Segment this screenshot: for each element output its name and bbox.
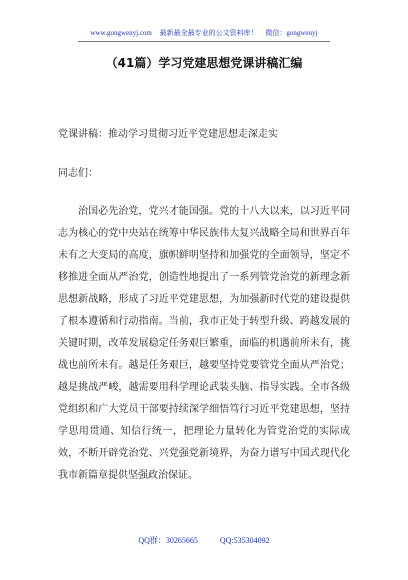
salutation: 同志们： [58, 168, 98, 179]
header-slogan: 最新最全最专业的公文资料库！ [159, 29, 258, 37]
footer-qq-group: QQ群：30265665 [138, 536, 198, 545]
footer-qq: QQ:535304092 [219, 536, 270, 545]
header-divider [78, 41, 330, 42]
document-subtitle: 党课讲稿：推动学习贯彻习近平党建思想走深走实 [58, 129, 278, 140]
header-wechat: 微信：gongwenyj [265, 29, 318, 37]
document-title: （41篇）学习党建思想党课讲稿汇编 [105, 56, 303, 70]
page-footer [0, 535, 408, 546]
body-paragraph: 治国必先治党，党兴才能国强。党的十八大以来，以习近平同志为核心的党中央站在统筹中华民族伟大复兴战略全局和世界百年未有之大变局的高度，旗帜鲜明坚持和加强党的全面领导，坚定不移推进全面从严治党，创造性地提出了一系列管党治党的新理念新思想新战略，形成了习近平党建思想，为加强新时代党的建设提供了根本遵循和行动指南。当前，我市正处于转型升级、跨越发展的关键时期，改革发展稳定任务艰巨繁重，面临的机遇前所未有，挑战也前所未有。越是任务艰巨，越要坚持党要管党全面从严治党；越是挑战严峻，越需要用科学理论武装头脑、指导实践。全市各级党组织和广大党员干部要持续深学细悟笃行习近平党建思想，坚持学思用贯通、知信行统一，把理论力量转化为管党治党的实际成效，不断开辟党治党、兴党强党新境界，为奋力谱写中国式现代化我市新篇章提供坚强政治保证。 [58, 206, 350, 481]
page-header [0, 28, 408, 38]
header-website-link[interactable]: www.gongwenyj.com [90, 29, 152, 37]
